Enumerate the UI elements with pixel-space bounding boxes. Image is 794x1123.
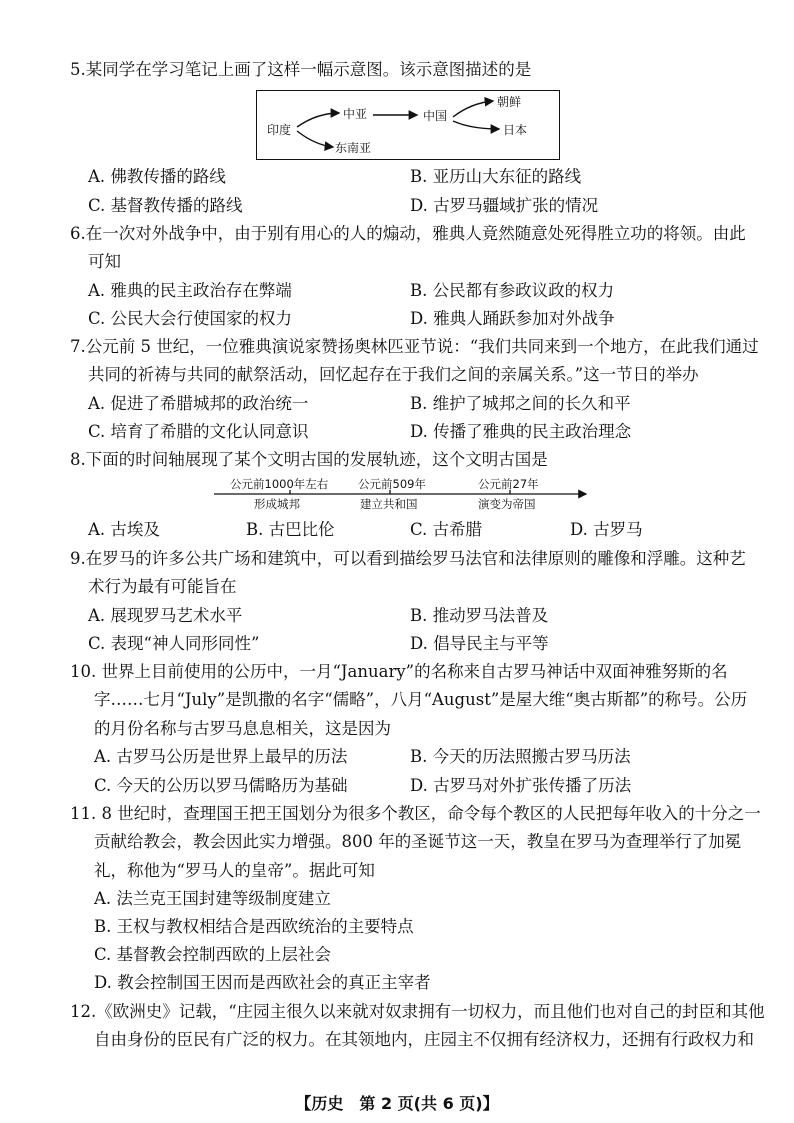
timeline-date-2: 公元前509年 bbox=[358, 477, 426, 491]
q6-option-b: B. 公民都有参政议政的权力 bbox=[410, 281, 615, 300]
q11-stem-line2: 贡献给教会，教会因此实力增强。800 年的圣诞节这一天，教皇在罗马为查理举行了加冕 bbox=[94, 832, 742, 851]
q12-stem-line2: 自由身份的臣民有广泛的权力。在其领地内，庄园主不仅拥有经济权力，还拥有行政权力和 bbox=[94, 1030, 754, 1049]
q5-option-c: C. 基督教传播的路线 bbox=[88, 196, 243, 215]
q9-option-a: A. 展现罗马艺术水平 bbox=[88, 606, 243, 625]
q11-option-a: A. 法兰克王国封建等级制度建立 bbox=[94, 889, 331, 908]
q8-option-b: B. 古巴比伦 bbox=[246, 520, 335, 539]
timeline-event-2: 建立共和国 bbox=[360, 497, 418, 511]
q7-option-a: A. 促进了希腊城邦的政治统一 bbox=[88, 394, 309, 413]
timeline-date-3: 公元前27年 bbox=[478, 477, 539, 491]
spread-route-diagram bbox=[256, 90, 560, 160]
q10-option-a: A. 古罗马公历是世界上最早的历法 bbox=[94, 747, 348, 766]
q6-option-d: D. 雅典人踊跃参加对外战争 bbox=[410, 309, 615, 328]
civilization-timeline bbox=[210, 474, 590, 514]
q9-option-c: C. 表现“神人同形同性” bbox=[88, 634, 260, 653]
timeline-event-3: 演变为帝国 bbox=[478, 497, 536, 511]
q7-option-c: C. 培育了希腊的文化认同意识 bbox=[88, 422, 309, 441]
q8-option-c: C. 古希腊 bbox=[410, 520, 483, 539]
q7-option-b: B. 维护了城邦之间的长久和平 bbox=[410, 394, 631, 413]
q8-option-d: D. 古罗马 bbox=[570, 520, 643, 539]
node-india: 印度 bbox=[267, 123, 292, 137]
node-central-asia: 中亚 bbox=[343, 107, 368, 121]
q7-option-d: D. 传播了雅典的民主政治理念 bbox=[410, 422, 632, 441]
q10-option-b: B. 今天的历法照搬古罗马历法 bbox=[410, 747, 631, 766]
q5-option-d: D. 古罗马疆域扩张的情况 bbox=[410, 196, 599, 215]
node-southeast-asia: 东南亚 bbox=[335, 141, 372, 155]
q10-stem-line3: 的月份名称与古罗马息息相关，这是因为 bbox=[94, 719, 391, 738]
q6-option-c: C. 公民大会行使国家的权力 bbox=[88, 309, 293, 328]
q8-stem: 8.下面的时间轴展现了某个文明古国的发展轨迹，这个文明古国是 bbox=[70, 450, 548, 469]
timeline-date-1: 公元前1000年左右 bbox=[230, 477, 329, 491]
q5-option-b: B. 亚历山大东征的路线 bbox=[410, 167, 582, 186]
q9-option-b: B. 推动罗马法普及 bbox=[410, 606, 549, 625]
q10-option-d: D. 古罗马对外扩张传播了历法 bbox=[410, 776, 632, 795]
q11-option-d: D. 教会控制国王因而是西欧社会的真正主宰者 bbox=[94, 973, 431, 992]
q11-option-b: B. 王权与教权相结合是西欧统治的主要特点 bbox=[94, 917, 414, 936]
timeline-event-1: 形成城邦 bbox=[254, 497, 300, 511]
q10-option-c: C. 今天的公历以罗马儒略历为基础 bbox=[94, 776, 348, 795]
page-footer: 【历史 第 2 页(共 6 页)】 bbox=[295, 1094, 499, 1113]
q9-stem-line1: 9.在罗马的许多公共广场和建筑中，可以看到描绘罗马法官和法律原则的雕像和浮雕。这种艺 bbox=[70, 549, 746, 568]
q5-option-a: A. 佛教传播的路线 bbox=[88, 167, 226, 186]
q10-stem-line2: 字……七月“July”是凯撒的名字“儒略”，八月“August”是屋大维“奥古斯都”的称号。公历 bbox=[94, 690, 748, 709]
q6-option-a: A. 雅典的民主政治存在弊端 bbox=[88, 281, 292, 300]
q12-stem-line1: 12.《欧洲史》记载，“庄园主很久以来就对奴隶拥有一切权力，而且他们也对自己的封臣和其他 bbox=[70, 1002, 765, 1021]
q11-option-c: C. 基督教会控制西欧的上层社会 bbox=[94, 945, 332, 964]
node-korea: 朝鲜 bbox=[497, 95, 522, 109]
arrow-india-seasia bbox=[297, 131, 333, 147]
q6-stem-line2: 可知 bbox=[88, 252, 121, 271]
arrow-india-centralasia bbox=[297, 113, 339, 127]
q11-stem-line3: 礼，称他为“罗马人的皇帝”。据此可知 bbox=[94, 861, 375, 880]
q11-stem-line1: 11. 8 世纪时，查理国王把王国划分为很多个教区，命令每个教区的人民把每年收入的十分之一 bbox=[70, 804, 761, 823]
q8-option-a: A. 古埃及 bbox=[88, 520, 160, 539]
q5-stem: 5.某同学在学习笔记上画了这样一幅示意图。该示意图描述的是 bbox=[70, 60, 532, 79]
node-china: 中国 bbox=[423, 109, 448, 123]
q6-stem-line1: 6.在一次对外战争中，由于别有用心的人的煽动，雅典人竟然随意处死得胜立功的将领。由此 bbox=[70, 224, 746, 243]
node-japan: 日本 bbox=[503, 123, 528, 137]
q7-stem-line2: 共同的祈祷与共同的献祭活动，回忆起存在于我们之间的亲属关系。”这一节日的举办 bbox=[88, 365, 699, 384]
q10-stem-line1: 10. 世界上目前使用的公历中，一月“January”的名称来自古罗马神话中双面神雅努斯的名 bbox=[70, 662, 728, 681]
arrow-china-korea bbox=[453, 101, 493, 117]
q9-stem-line2: 术行为最有可能旨在 bbox=[88, 577, 237, 596]
q7-stem-line1: 7.公元前 5 世纪，一位雅典演说家赞扬奥林匹亚节说：“我们共同来到一个地方，在此我们通过 bbox=[70, 337, 759, 356]
q9-option-d: D. 倡导民主与平等 bbox=[410, 634, 549, 653]
arrow-china-japan bbox=[453, 121, 499, 129]
